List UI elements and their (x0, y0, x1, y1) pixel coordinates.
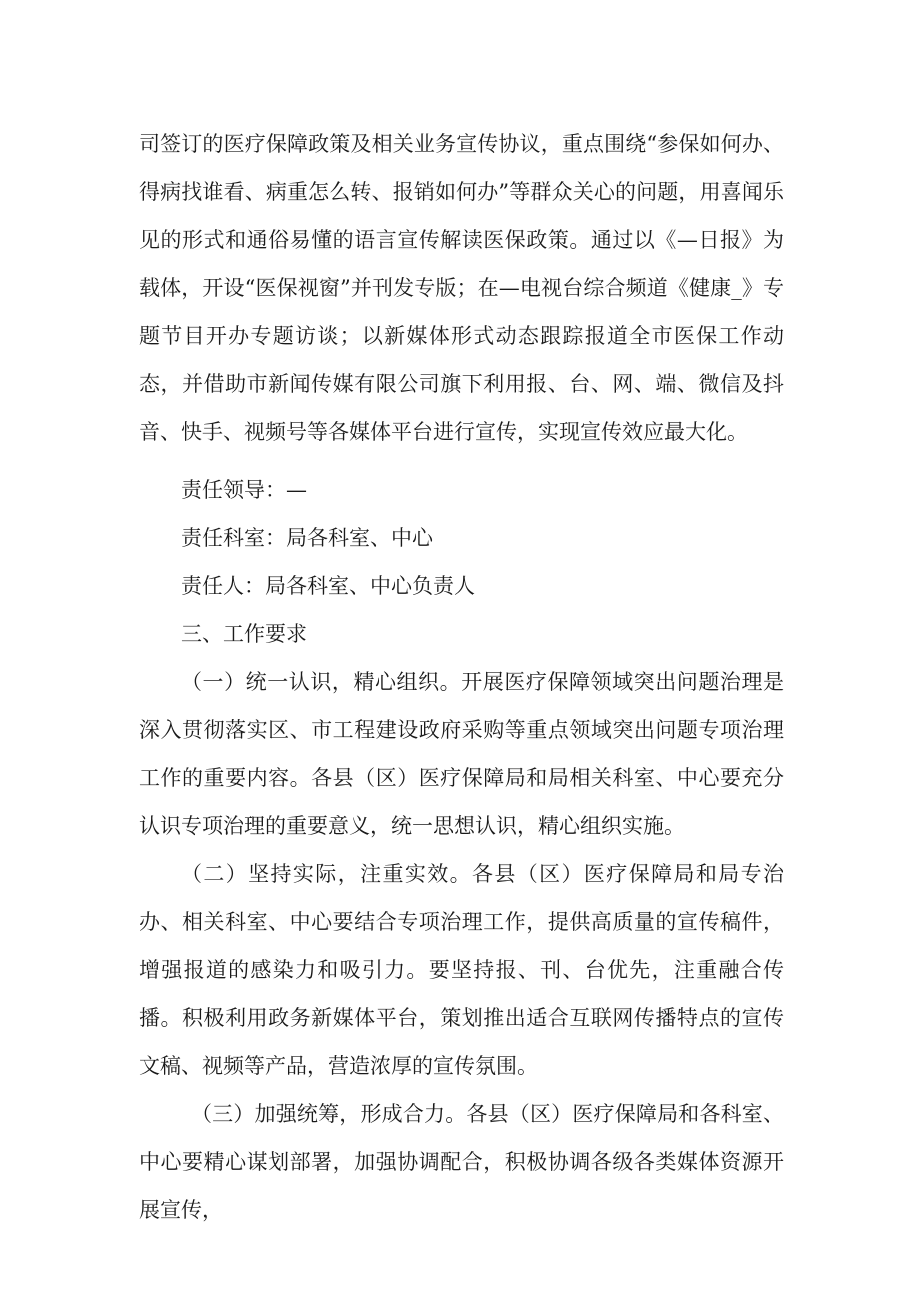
section-heading-work-requirements: 三、工作要求 (181, 622, 307, 646)
paragraph-requirement-3: （三）加强统筹，形成合力。各县（区）医疗保障局和各科室、中心要精心谋划部署，加强协调配合，积极协调各级各类媒体资源开展宣传， (139, 1102, 784, 1222)
paragraph-media-publicity: 司签订的医疗保障政策及相关业务宣传协议，重点围绕“参保如何办、得病找谁看、病重怎么转、报销如何办”等群众关心的问题，用喜闻乐见的形式和通俗易懂的语言宣传解读医保政策。通过以《—日报》为载体，开设“医保视窗”并刊发专版；在—电视台综合频道《健康_》专题节目开办专题访谈；以新媒体形式动态跟踪报道全市医保工作动态，并借助市新闻传媒有限公司旗下利用报、台、网、端、微信及抖音、快手、视频号等各媒体平台进行宣传，实现宣传效应最大化。 (139, 132, 784, 444)
responsible-leader: 责任领导：— (181, 478, 307, 502)
responsible-department: 责任科室：局各科室、中心 (181, 526, 433, 550)
responsible-person: 责任人：局各科室、中心负责人 (181, 574, 475, 598)
paragraph-requirement-1: （一）统一认识，精心组织。开展医疗保障领域突出问题治理是深入贯彻落实区、市工程建设政府采购等重点领域突出问题专项治理工作的重要内容。各县（区）医疗保障局和局相关科室、中心要充分认识专项治理的重要意义，统一思想认识，精心组织实施。 (139, 670, 784, 838)
paragraph-requirement-2: （二）坚持实际，注重实效。各县（区）医疗保障局和局专治办、相关科室、中心要结合专项治理工作，提供高质量的宣传稿件，增强报道的感染力和吸引力。要坚持报、刊、台优先，注重融合传播。积极利用政务新媒体平台，策划推出适合互联网传播特点的宣传文稿、视频等产品，营造浓厚的宣传氛围。 (139, 862, 784, 1078)
